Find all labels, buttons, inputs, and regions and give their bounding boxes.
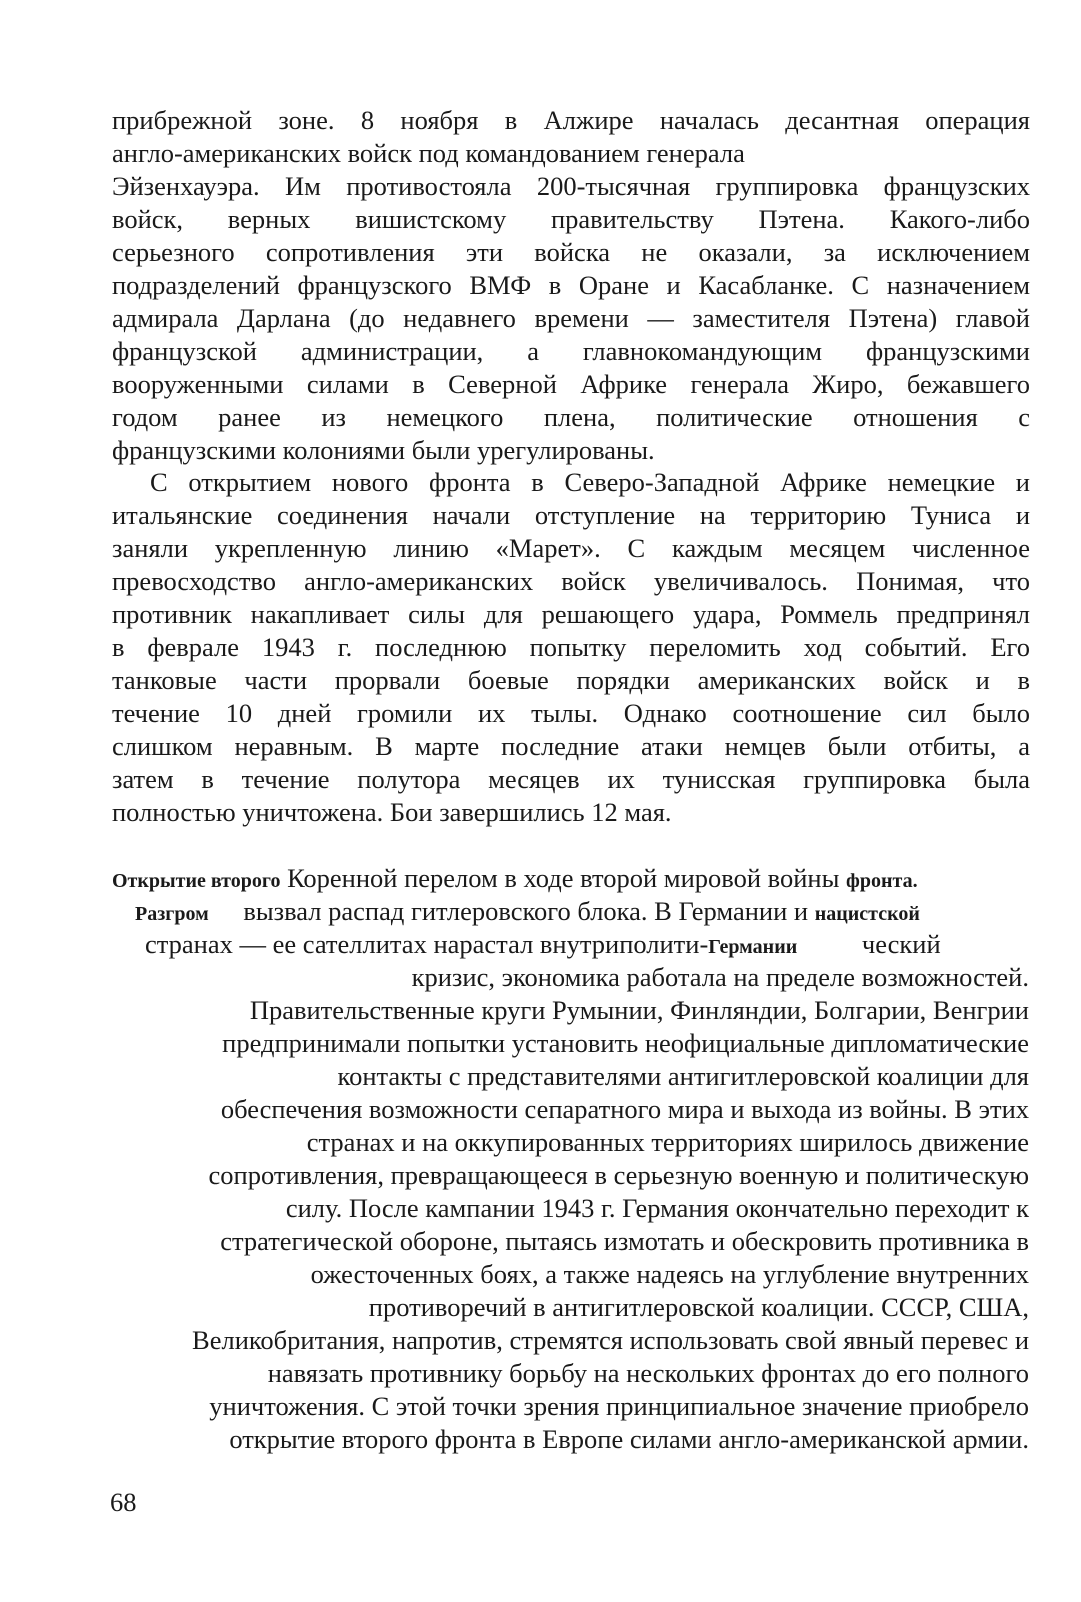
text-line: итальянские соединения начали отступление на территорию Туниса и [112,500,1030,530]
text-line: слишком неравным. В марте последние атаки немцев были отбиты, а [112,731,1030,761]
text-line [135,895,920,931]
text-fragment: вызвал распад гитлеровского блока. В Германии и [243,896,809,926]
text-line: полностью уничтожена. Бои завершились 12 мая. [112,797,672,827]
text-line: англо-американских войск под командованием генерала [112,138,745,168]
text-line [145,928,941,964]
text-line: в феврале 1943 г. последнюю попытку переломить ход событий. Его [112,632,1030,662]
text-line: подразделений французского ВМФ в Оране и Касабланке. С назначением [112,270,1030,300]
text-line: противник накапливает силы для решающего удара, Роммель предпринял [112,599,1030,629]
text-line: кризис, экономика работала на пределе возможностей. [411,962,1029,992]
text-line: течение 10 дней громили их тылы. Однако соотношение сил было [112,698,1030,728]
text-line: ожесточенных боях, а также надеясь на углубление внутренних [310,1259,1029,1289]
text-line: открытие второго фронта в Европе силами англо-американской армии. [229,1424,1029,1454]
text-line: стратегической обороне, пытаясь измотать и обескровить противника в [220,1226,1029,1256]
margin-heading: нацистской [814,903,920,925]
text-line: Великобритания, напротив, стремятся использовать свой явный перевес и [192,1325,1029,1355]
text-fragment: Коренной перелом в ходе второй мировой войны [287,863,840,893]
margin-heading: Разгром [135,903,209,925]
text-line: предпринимали попытки установить неофициальные дипломатические [222,1028,1029,1058]
text-line: прибрежной зоне. 8 ноября в Алжире началась десантная операция [112,105,1030,135]
text-line: французской администрации, а главнокомандующим французскими [112,336,1030,366]
text-line: Эйзенхауэра. Им противостояла 200-тысячная группировка французских [112,171,1030,201]
text-fragment: ческий [861,929,941,959]
text-line: серьезного сопротивления эти войска не оказали, за исключением [112,237,1030,267]
text-line: затем в течение полутора месяцев их тунисская группировка была [112,764,1030,794]
text-line: противоречий в антигитлеровской коалиции. СССР, США, [368,1292,1029,1322]
text-line: Правительственные круги Румынии, Финляндии, Болгарии, Венгрии [249,995,1029,1025]
text-line: С открытием нового фронта в Северо-Западной Африке немецкие и [150,467,1030,497]
text-line: навязать противнику борьбу на нескольких фронтах до его полного [267,1358,1029,1388]
text-line: годом ранее из немецкого плена, политические отношения с [112,402,1030,432]
text-line: уничтожения. С этой точки зрения принципиальное значение приобрело [209,1391,1029,1421]
text-line: контакты с представителями антигитлеровской коалиции для [337,1061,1029,1091]
text-line: сопротивления, превращающееся в серьезную военную и политическую [208,1160,1029,1190]
text-line: войск, верных вишистскому правительству Пэтена. Какого-либо [112,204,1030,234]
text-fragment: странах — ее сателлитах нарастал внутриполити- [145,929,709,959]
text-line: адмирала Дарлана (до недавнего времени — заместителя Пэтена) главой [112,303,1030,333]
page-number: 68 [110,1487,137,1517]
text-line: странах и на оккупированных территориях ширилось движение [306,1127,1029,1157]
margin-heading: фронта. [846,870,918,892]
text-line: французскими колониями были урегулированы. [112,435,655,465]
text-line: заняли укрепленную линию «Марет». С каждым месяцем численное [112,533,1030,563]
text-line: обеспечения возможности сепаратного мира и выхода из войны. В этих [220,1094,1029,1124]
text-line: танковые части прорвали боевые порядки американских войск и в [112,665,1030,695]
text-line: силу. После кампании 1943 г. Германия окончательно переходит к [285,1193,1029,1223]
margin-heading: Открытие второго [112,870,281,892]
text-line: вооруженными силами в Северной Африке генерала Жиро, бежавшего [112,369,1030,399]
text-line [112,862,918,898]
text-line: превосходство англо-американских войск увеличивалось. Понимая, что [112,566,1030,596]
margin-heading: Германии [708,936,798,958]
